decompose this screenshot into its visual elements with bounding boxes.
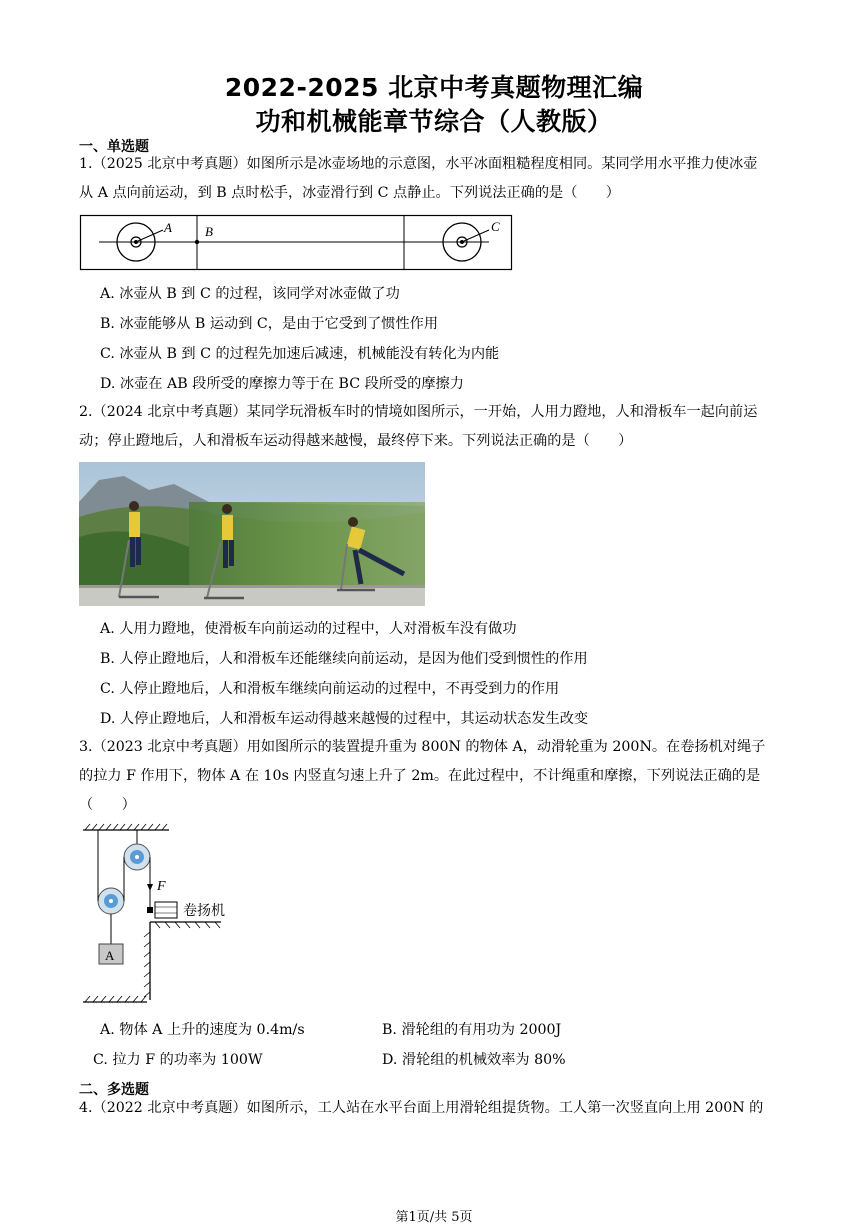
question-2-stem (79, 398, 791, 456)
q1-option-b: B. 冰壶能够从 B 运动到 C，是由于它受到了惯性作用 (100, 316, 439, 332)
q3-option-d: D. 滑轮组的机械效率为 80% (382, 1052, 566, 1068)
scooter-photo (79, 462, 425, 606)
question-1-stem (79, 150, 791, 208)
question-3-stem (79, 733, 791, 820)
q2-option-a: A. 人用力蹬地，使滑板车向前运动的过程中，人对滑板车没有做功 (100, 621, 517, 637)
label-a: A (164, 220, 172, 235)
q2-option-c: C. 人停止蹬地后，人和滑板车继续向前运动的过程中，不再受到力的作用 (100, 681, 560, 697)
q1-option-a: A. 冰壶从 B 到 C 的过程，该同学对冰壶做了功 (100, 286, 400, 302)
page-footer: 第1页/共 5页 (395, 1210, 473, 1225)
q3-option-c: C. 拉力 F 的功率为 100W (93, 1052, 263, 1068)
question-1-line1: 1.（2025 北京中考真题）如图所示是冰壶场地的示意图，水平冰面粗糙程度相同。某同学用水平推力使冰壶 (79, 156, 758, 172)
question-2-line2: 动；停止蹬地后，人和滑板车运动得越来越慢，最终停下来。下列说法正确的是（ ） (79, 433, 633, 449)
question-4-line1: 4.（2022 北京中考真题）如图所示，工人站在水平台面上用滑轮组提货物。工人第一次竖直向上用 200N 的 (79, 1100, 764, 1116)
question-3-line2: 的拉力 F 作用下，物体 A 在 10s 内竖直匀速上升了 2m。在此过程中，不计绳重和摩擦，下列说法正确的是 (79, 768, 761, 784)
q1-option-d: D. 冰壶在 AB 段所受的摩擦力等于在 BC 段所受的摩擦力 (100, 376, 464, 392)
section-heading-multiple-choice: 二、多选题 (79, 1082, 149, 1098)
q3-option-b: B. 滑轮组的有用功为 2000J (382, 1022, 562, 1038)
question-3-line3: （ ） (79, 797, 136, 813)
question-4-stem (79, 1094, 791, 1123)
question-3-line1: 3.（2023 北京中考真题）用如图所示的装置提升重为 800N 的物体 A，动滑轮重为 200N。在卷扬机对绳子 (79, 739, 766, 755)
block-label: A (105, 948, 115, 963)
question-2-line1: 2.（2024 北京中考真题）某同学玩滑板车时的情境如图所示，一开始，人用力蹬地，人和滑板车一起向前运 (79, 404, 758, 420)
question-1-line2: 从 A 点向前运动，到 B 点时松手，冰壶滑行到 C 点静止。下列说法正确的是（ ） (79, 185, 620, 201)
pulley-system-figure (79, 822, 259, 1008)
label-b: B (205, 224, 213, 239)
doc-title-line2: 功和机械能章节综合（人教版） (255, 107, 613, 136)
section-heading-single-choice: 一、单选题 (79, 139, 149, 155)
doc-title-line1: 2022-2025 北京中考真题物理汇编 (224, 73, 644, 102)
label-c: C (491, 219, 500, 234)
q1-option-c: C. 冰壶从 B 到 C 的过程先加速后减速，机械能没有转化为内能 (100, 346, 500, 362)
q2-option-d: D. 人停止蹬地后，人和滑板车运动得越来越慢的过程中，其运动状态发生改变 (100, 711, 589, 727)
q3-option-a: A. 物体 A 上升的速度为 0.4m/s (100, 1022, 305, 1038)
force-label: F (157, 879, 166, 894)
curling-rink-figure (79, 214, 515, 272)
winch-label: 卷扬机 (183, 903, 225, 919)
q2-option-b: B. 人停止蹬地后，人和滑板车还能继续向前运动，是因为他们受到惯性的作用 (100, 651, 588, 667)
